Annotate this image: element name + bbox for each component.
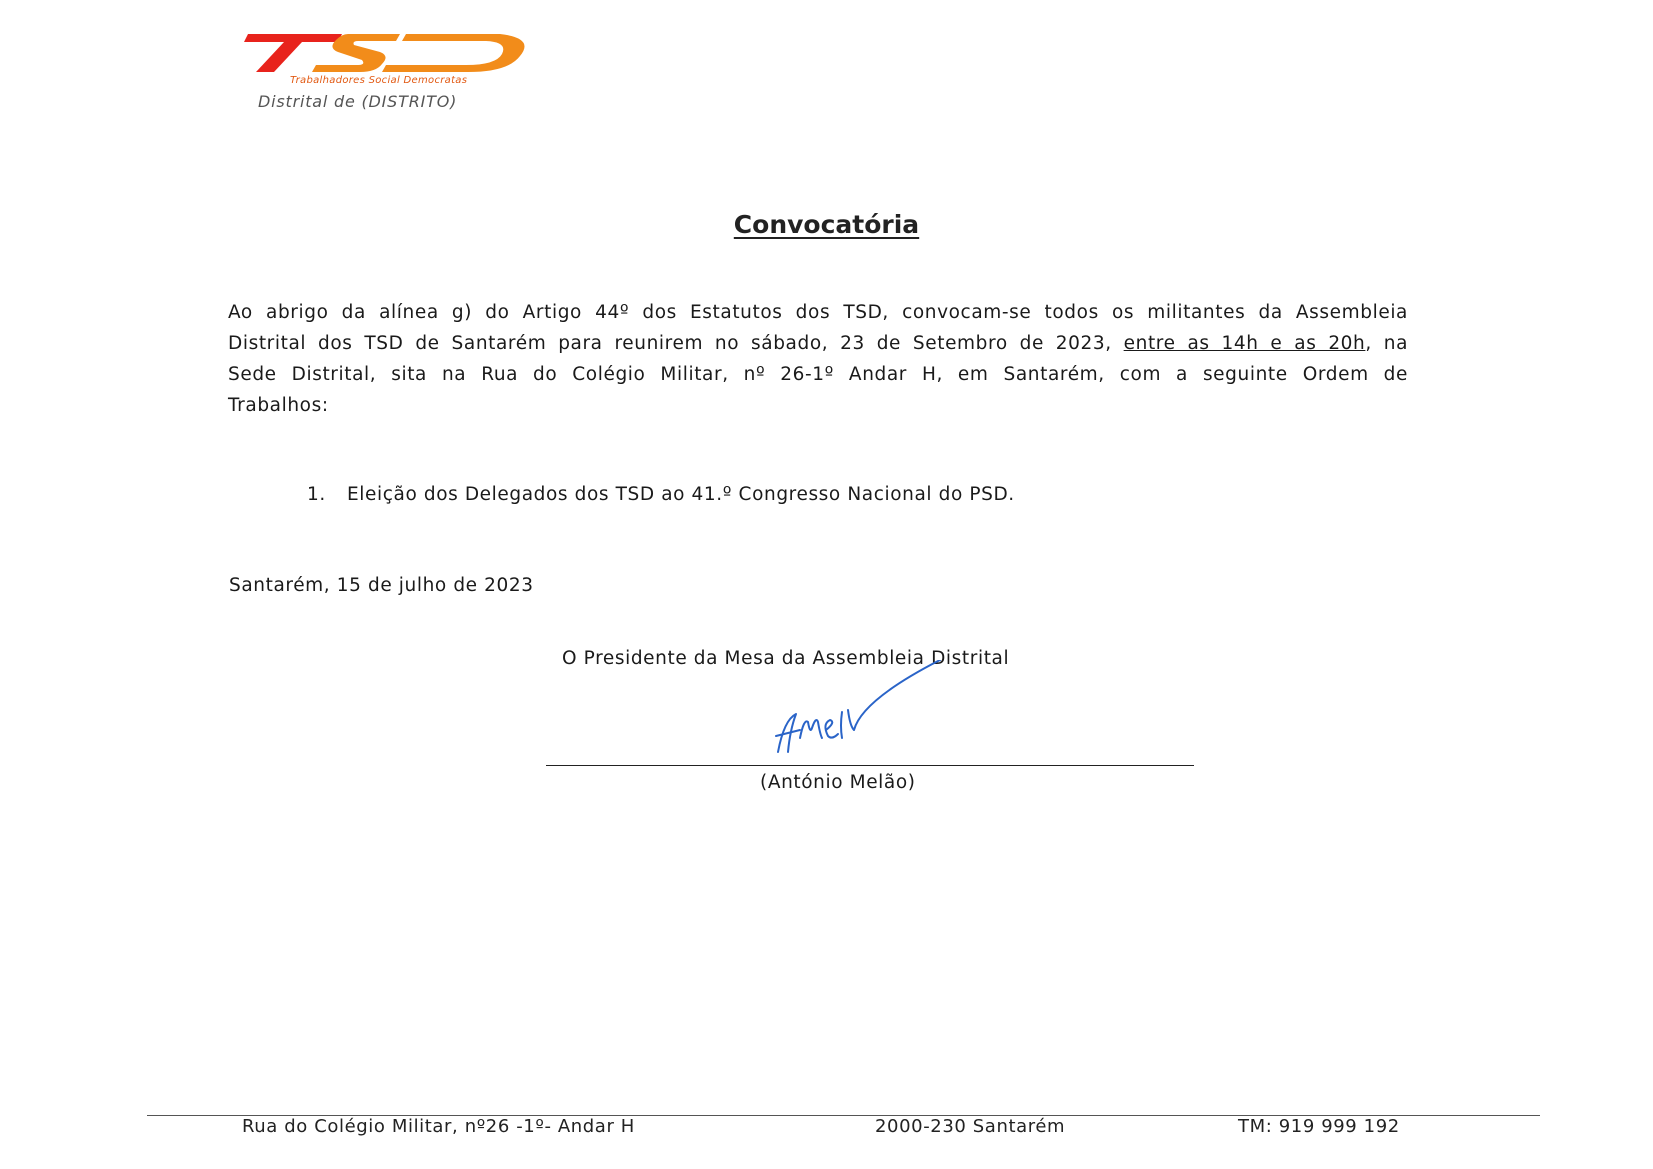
tsd-logo	[230, 28, 560, 138]
signatory-name: (António Melão)	[760, 772, 916, 793]
document-title: Convocatória	[733, 210, 920, 239]
signature-line	[546, 765, 1194, 766]
handwritten-signature	[770, 660, 950, 764]
agenda-item-number: 1.	[307, 484, 326, 505]
footer-address: Rua do Colégio Militar, nº26 -1º- Andar H	[242, 1116, 635, 1137]
agenda-item	[307, 484, 1015, 505]
logo-tagline: Trabalhadores Social Democratas	[290, 75, 468, 86]
meeting-hours: entre as 14h e as 20h	[1123, 333, 1366, 354]
convocation-paragraph: Ao abrigo da alínea g) do Artigo 44º dos Estatutos dos TSD, convocam-se todos os militantes da Assembleia Distrital dos TSD de Santarém para reunirem no sábado, 23 de Setembro de 2023, entre as 14h e as 20h, na Sede Distrital, sita na Rua do Colégio Militar, nº 26-1º Andar H, em Santarém, com a seguinte Ordem de Trabalhos:	[228, 302, 1408, 416]
date-line: Santarém, 15 de julho de 2023	[229, 575, 534, 596]
signatory-role: O Presidente da Mesa da Assembleia Distrital	[562, 648, 1010, 669]
footer-phone: TM: 919 999 192	[1238, 1116, 1400, 1137]
agenda-item-text: Eleição dos Delegados dos TSD ao 41.º Congresso Nacional do PSD.	[347, 484, 1015, 505]
distrital-label: Distrital de (DISTRITO)	[258, 92, 458, 111]
footer-postal-code: 2000-230 Santarém	[875, 1116, 1066, 1137]
